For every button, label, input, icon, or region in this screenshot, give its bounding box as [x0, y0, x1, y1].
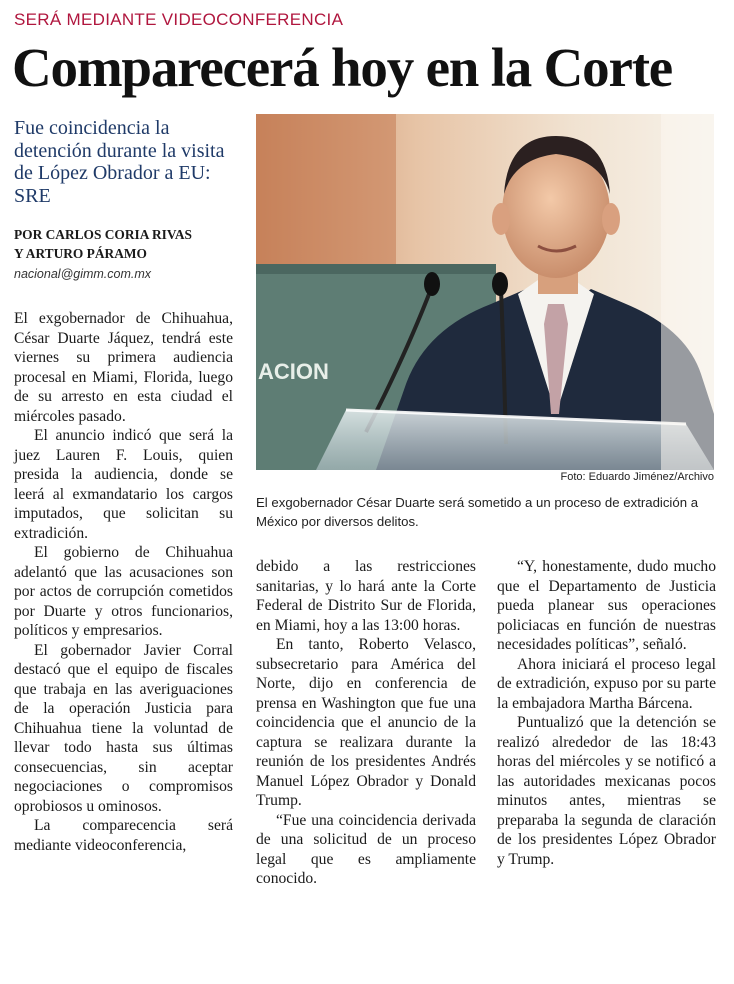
paragraph: El gobierno de Chihuahua adelantó que las acusaciones son por actos de corrupción cometidos por Duarte y otros funcionarios, políticos y empresarios. — [14, 544, 233, 639]
paragraph: debido a las restricciones sanitarias, y lo hará ante la Corte Federal de Distrito Sur de Florida, en Miami, hoy a las 13:00 horas. — [256, 558, 476, 634]
headline: Comparecerá hoy en la Corte — [12, 37, 673, 98]
paragraph: El exgobernador de Chihuahua, César Duarte Jáquez, tendrá este viernes su primera audiencia procesal en Miami, Florida, luego de su arresto en esta ciudad el miércoles pasado. — [14, 310, 233, 425]
paragraph: El gobernador Javier Corral destacó que el equipo de fiscales que trabaja en las averiguaciones de la operación Justicia para Chihuahua tiene la voluntad de llevar todo hasta sus últimas consecuencias, sin aceptar negociaciones o compromisos oprobiosos u ominosos. — [14, 641, 233, 815]
paragraph: En tanto, Roberto Velasco, subsecretario para América del Norte, dijo en conferencia de prensa en Washington que fue una coincidencia que el anuncio de la captura se realizara durante la reunión de los presidentes Andrés Manuel López Obrador y Donald Trump. — [256, 636, 476, 809]
photo-caption: El exgobernador César Duarte será sometido a un proceso de extradición a México por diversos delitos. — [256, 495, 699, 529]
byline-line-1: POR CARLOS CORIA RIVAS — [14, 227, 192, 242]
kicker: SERÁ MEDIANTE VIDEOCONFERENCIA — [14, 10, 344, 29]
paragraph: El anuncio indicó que será la juez Lauren F. Louis, quien presida la audiencia, donde se leerá al exmandatario los cargos imputados, que solicitan su extradición. — [14, 427, 233, 542]
author-email: nacional@gimm.com.mx — [14, 267, 152, 281]
body-column-2 — [256, 557, 476, 889]
paragraph: La comparecencia será mediante videoconferencia, — [14, 817, 233, 854]
paragraph: Ahora iniciará el proceso legal de extradición, expuso por su parte la embajadora Martha Bárcena. — [497, 655, 716, 712]
byline — [14, 225, 249, 263]
paragraph: “Fue una coincidencia derivada de una solicitud de un proceso legal que es ampliamente conocido. — [256, 811, 476, 887]
news-photo — [256, 114, 714, 470]
paragraph: “Y, honestamente, dudo mucho que el Departamento de Justicia pueda planear sus operaciones policiacas en función de nuestras necesidades políticas”, señaló. — [497, 558, 716, 653]
body-column-3 — [497, 557, 716, 869]
paragraph: Puntualizó que la detención se realizó alrededor de las 18:43 horas del miércoles y se notificó a las autoridades mexicanas pocos minutos antes, mientras se preparaba la segunda de claración de los presidentes López Obrador y Trump. — [497, 714, 716, 868]
backdrop-text: ACION — [258, 359, 329, 384]
photo-credit: Foto: Eduardo Jiménez/Archivo — [560, 471, 714, 483]
byline-line-2: Y ARTURO PÁRAMO — [14, 246, 147, 261]
body-column-1 — [14, 309, 233, 855]
deck-subheadline: Fue coincidencia la detención durante la visita de López Obrador a EU: SRE — [14, 117, 225, 208]
